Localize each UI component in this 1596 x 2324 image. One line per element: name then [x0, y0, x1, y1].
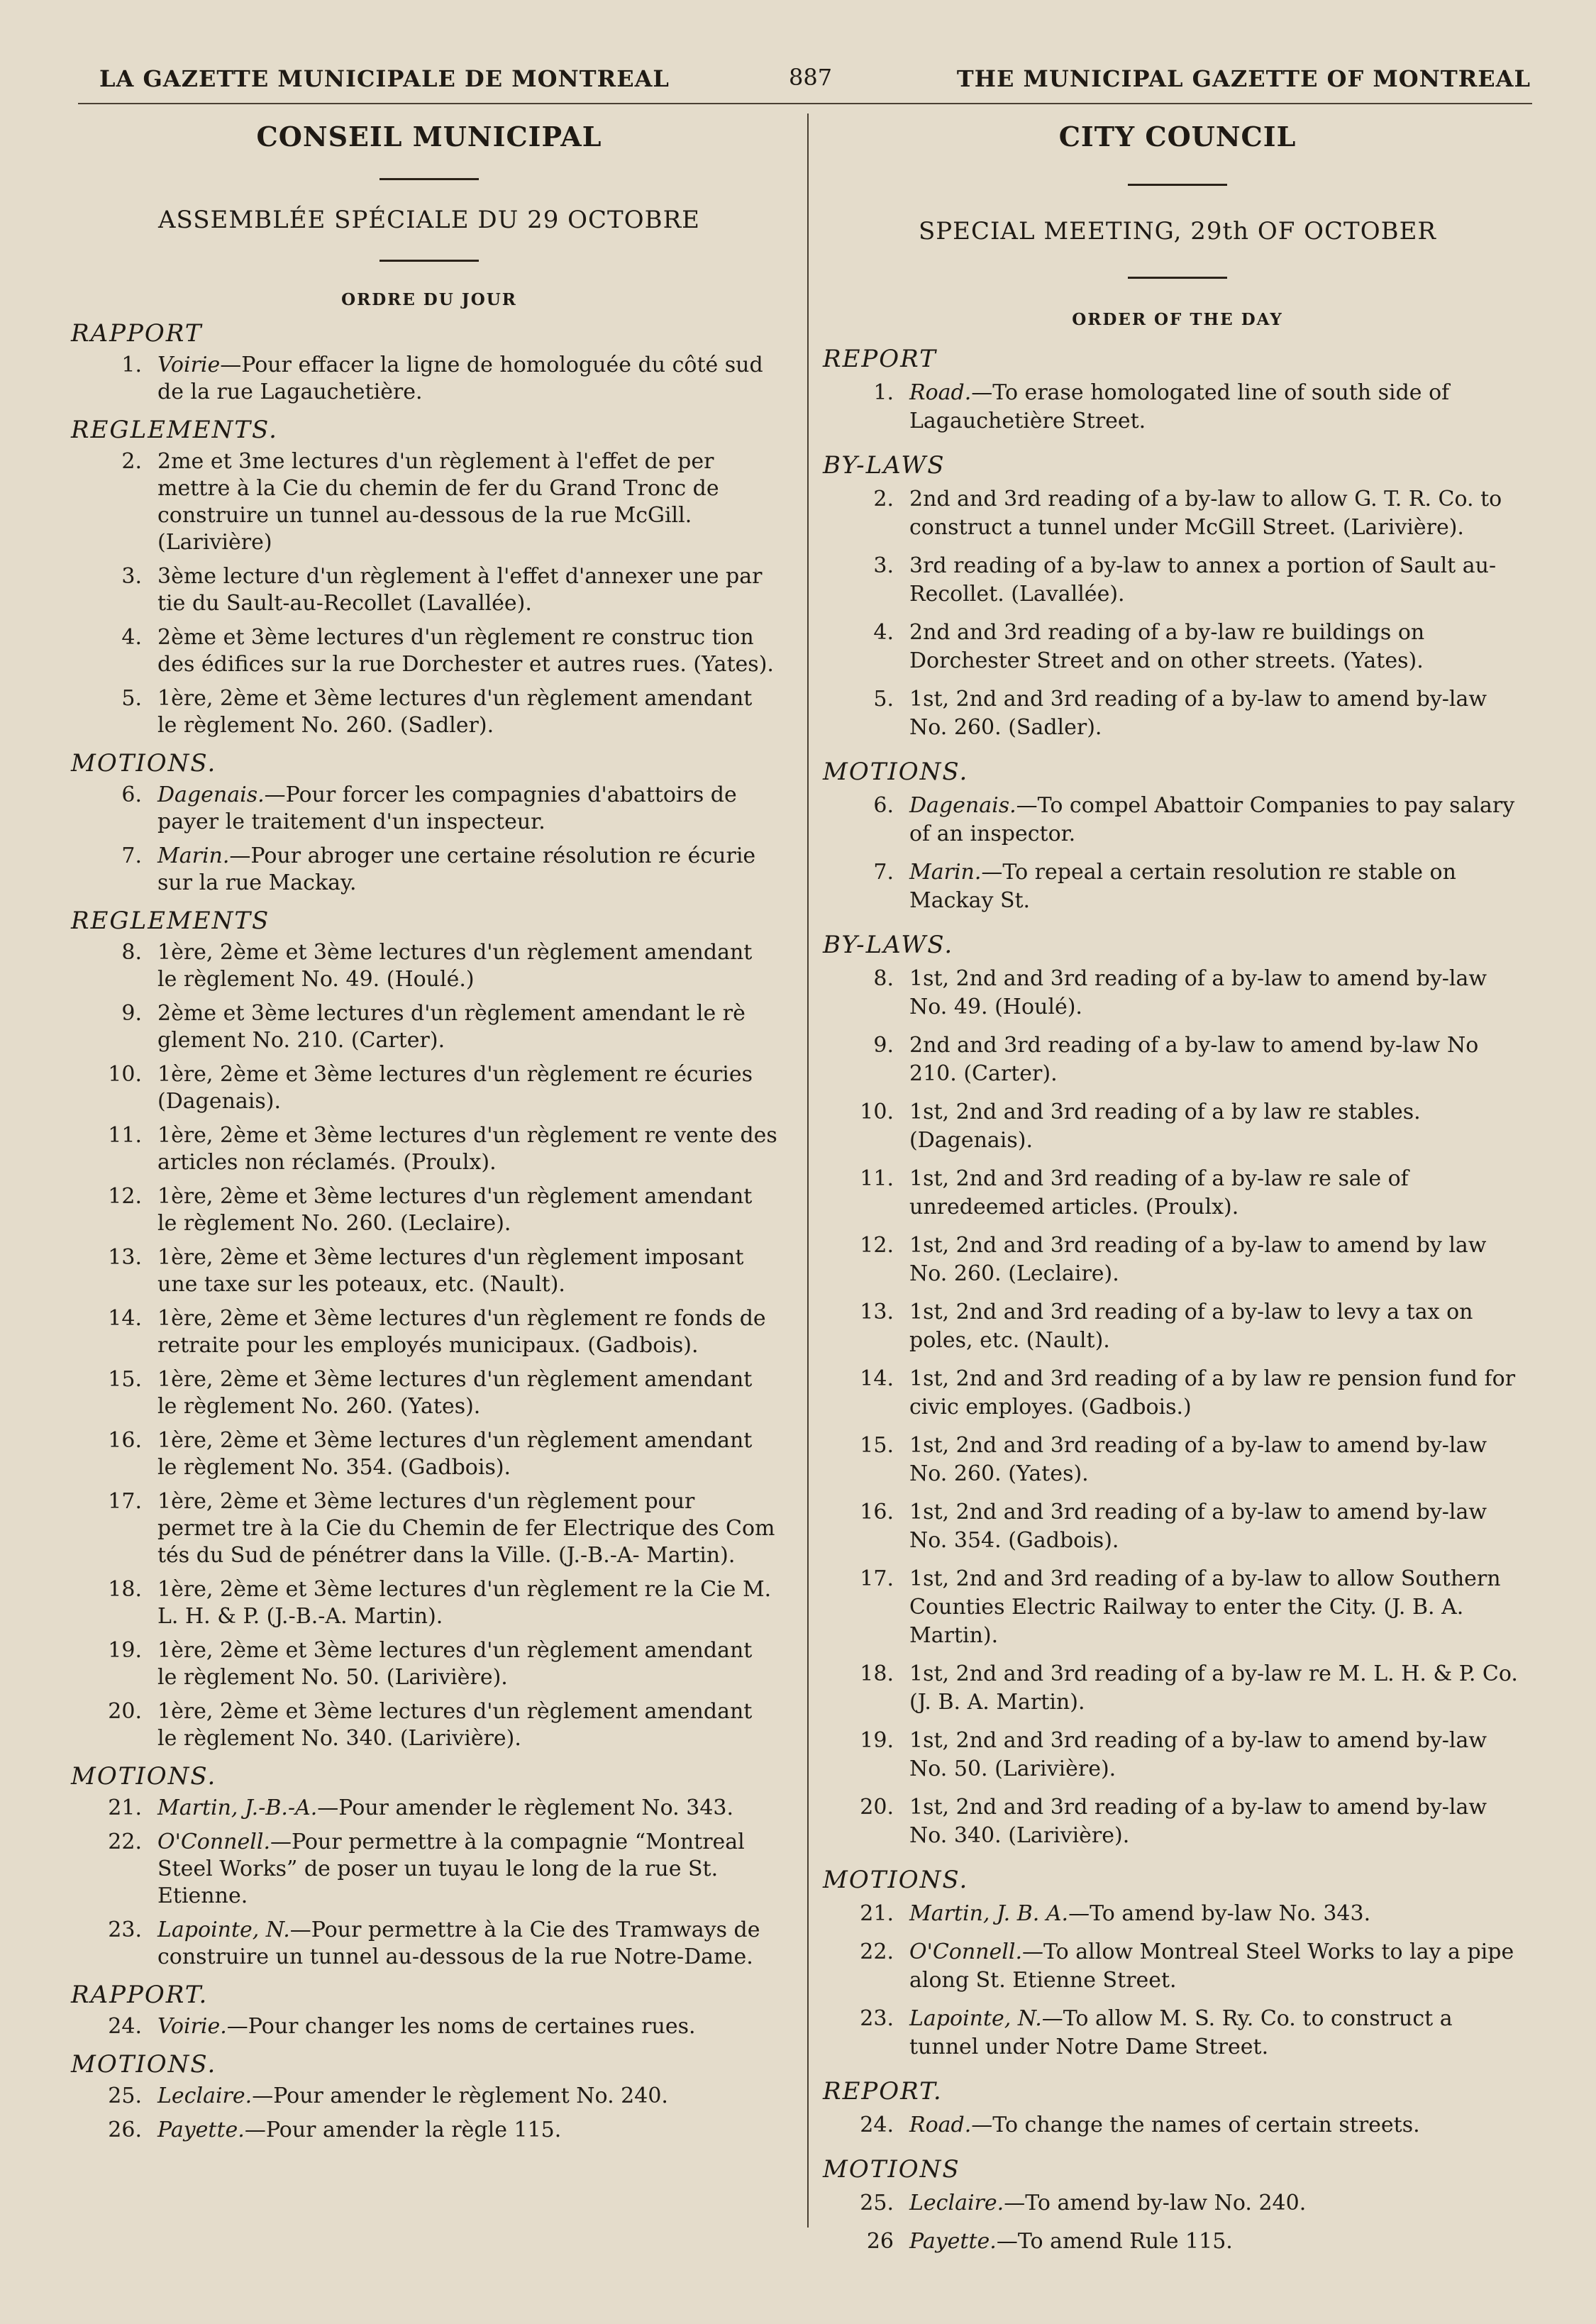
item-text	[157, 563, 787, 617]
item-body: 1ère, 2ème et 3ème lectures d'un règlement re la Cie M. L. H. & P. (J.-B.-A. Martin).	[157, 1577, 772, 1629]
item-text	[909, 2189, 1532, 2218]
agenda-item	[71, 2083, 787, 2110]
item-number: 12.	[860, 1233, 894, 1258]
item-number: 24.	[860, 2113, 894, 2137]
item-number: 2.	[873, 487, 894, 511]
item-text	[157, 1698, 787, 1752]
item-text	[909, 619, 1532, 675]
agenda-item	[823, 2228, 1532, 2256]
agenda-item	[823, 552, 1532, 609]
agenda-item	[823, 965, 1532, 1022]
item-number: 26.	[108, 2118, 142, 2142]
item-text	[909, 685, 1532, 742]
item-body: 1st, 2nd and 3rd reading of a by law re stables. (Dagenais).	[909, 1100, 1421, 1153]
item-text	[909, 792, 1532, 848]
agenda-item	[823, 1938, 1532, 1995]
item-number: 1.	[121, 353, 142, 377]
section-heading: MOTIONS.	[71, 749, 217, 778]
item-body: 1st, 2nd and 3rd reading of a by-law to amend by-law No. 260. (Sadler).	[909, 687, 1487, 740]
agenda-item	[823, 858, 1532, 915]
item-body: —To erase homologated line of south side of Lagauchetière Street.	[909, 380, 1450, 433]
item-text	[909, 379, 1532, 436]
meeting-rule	[379, 260, 479, 262]
item-text	[157, 352, 787, 406]
item-number: 26	[866, 2229, 894, 2254]
agenda-item	[823, 485, 1532, 542]
item-body: 1ère, 2ème et 3ème lectures d'un règlement amendant le règlement No. 50. (Larivière).	[157, 1638, 753, 1690]
item-number: 7.	[121, 843, 142, 868]
item-number: 15.	[108, 1367, 142, 1392]
item-number: 4.	[873, 620, 894, 645]
item-text	[157, 1122, 787, 1176]
agenda-item	[71, 448, 787, 556]
item-body: —Pour amender la règle 115.	[244, 2118, 562, 2142]
item-text	[909, 1793, 1532, 1850]
item-number: 3.	[121, 564, 142, 589]
item-text	[157, 1244, 787, 1298]
item-body: 1ère, 2ème et 3ème lectures d'un règlement re fonds de retraite pour les employés municipaux. (Gadbois).	[157, 1306, 766, 1358]
section-heading: MOTIONS.	[71, 1762, 217, 1791]
item-number: 1.	[873, 380, 894, 405]
item-text	[157, 624, 787, 678]
agenda-item	[71, 1795, 787, 1822]
agenda-item	[823, 2189, 1532, 2218]
item-text	[157, 1000, 787, 1054]
order-of-day: ORDRE DU JOUR	[341, 290, 517, 309]
item-number: 16.	[860, 1500, 894, 1525]
item-body: 2me et 3me lectures d'un règlement à l'effet de per mettre à la Cie du chemin de fer du Grand Tronc de construire un tunnel au-dessous de la rue McGill. (Larivière)	[157, 449, 719, 555]
item-text	[157, 843, 787, 897]
agenda-sections	[823, 345, 1532, 2256]
item-body: 1st, 2nd and 3rd reading of a by-law to amend by-law No. 260. (Yates).	[909, 1433, 1487, 1486]
item-text	[909, 1031, 1532, 1088]
item-mover: Road.	[909, 380, 972, 405]
item-body: 1st, 2nd and 3rd reading of a by-law to allow Southern Counties Electric Railway to enter the City. (J. B. A. Martin).	[909, 1566, 1501, 1648]
item-mover: Martin, J. B. A.	[909, 1901, 1069, 1926]
item-text	[157, 1427, 787, 1481]
french-column	[71, 121, 787, 2151]
agenda-item	[823, 1900, 1532, 1928]
item-number: 12.	[108, 1184, 142, 1209]
item-number: 25.	[108, 2084, 142, 2108]
item-body: 1ère, 2ème et 3ème lectures d'un règlement amendant le règlement No. 49. (Houlé.)	[157, 940, 753, 992]
item-text	[909, 1727, 1532, 1783]
item-body: 2ème et 3ème lectures d'un règlement re construc tion des édifices sur la rue Dorchester et autres rues. (Yates).	[157, 625, 774, 677]
section-heading: RAPPORT	[71, 319, 203, 348]
section-heading: MOTIONS	[823, 2155, 960, 2184]
agenda-sections	[71, 319, 787, 2144]
item-mover: Martin, J.-B.-A.	[157, 1795, 318, 1820]
item-mover: Lapointe, N.	[157, 1918, 290, 1942]
agenda-item	[71, 1122, 787, 1176]
item-text	[909, 2111, 1532, 2140]
item-body: 1st, 2nd and 3rd reading of a by-law to amend by-law No. 354. (Gadbois).	[909, 1500, 1487, 1553]
item-mover: Payette.	[909, 2229, 997, 2254]
item-number: 18.	[860, 1661, 894, 1686]
item-number: 11.	[860, 1166, 894, 1191]
item-number: 20.	[860, 1795, 894, 1820]
item-number: 2.	[121, 449, 142, 474]
column-title: CONSEIL MUNICIPAL	[256, 121, 602, 153]
agenda-item	[823, 1498, 1532, 1555]
item-body: —Pour amender le règlement No. 343.	[317, 1795, 734, 1820]
item-text	[909, 1938, 1532, 1995]
item-text	[909, 2005, 1532, 2062]
item-body: —Pour abroger une certaine résolution re écurie sur la rue Mackay.	[157, 843, 756, 895]
section-heading: MOTIONS.	[823, 758, 969, 786]
item-number: 19.	[860, 1728, 894, 1753]
header-rule	[78, 103, 1532, 104]
item-body: 1st, 2nd and 3rd reading of a by-law to amend by-law No. 340. (Larivière).	[909, 1795, 1487, 1848]
agenda-item	[823, 1660, 1532, 1717]
item-number: 18.	[108, 1577, 142, 1602]
item-mover: Voirie.	[157, 2014, 227, 2039]
item-body: 2nd and 3rd reading of a by-law to amend by-law No 210. (Carter).	[909, 1033, 1479, 1086]
agenda-item	[823, 1793, 1532, 1850]
item-text	[909, 485, 1532, 542]
title-rule	[379, 178, 479, 180]
item-text	[909, 2228, 1532, 2256]
agenda-item	[71, 1305, 787, 1359]
item-mover: Dagenais.	[909, 793, 1016, 818]
item-number: 17.	[860, 1566, 894, 1591]
item-number: 13.	[108, 1245, 142, 1270]
item-number: 14.	[860, 1366, 894, 1391]
item-mover: O'Connell.	[909, 1940, 1022, 1964]
item-mover: Road.	[909, 2113, 972, 2137]
item-number: 21.	[108, 1795, 142, 1820]
item-text	[157, 1305, 787, 1359]
item-text	[909, 1232, 1532, 1288]
agenda-item	[71, 2013, 787, 2040]
item-body: 3ème lecture d'un règlement à l'effet d'annexer une par tie du Sault-au-Recollet (Lavallée).	[157, 564, 763, 616]
section-heading: BY-LAWS.	[823, 931, 954, 959]
item-text	[909, 1900, 1532, 1928]
item-mover: Voirie	[157, 353, 221, 377]
item-number: 22.	[108, 1830, 142, 1854]
item-body: 1ère, 2ème et 3ème lectures d'un règlement amendant le règlement No. 260. (Yates).	[157, 1367, 753, 1419]
item-number: 10.	[108, 1062, 142, 1087]
item-text	[157, 1488, 787, 1569]
order-of-day: ORDER OF THE DAY	[1072, 310, 1283, 329]
agenda-item	[71, 1061, 787, 1115]
item-mover: Dagenais.	[157, 782, 265, 807]
item-body: —To allow M. S. Ry. Co. to construct a tunnel under Notre Dame Street.	[909, 2006, 1453, 2059]
section-heading: MOTIONS.	[71, 2050, 217, 2079]
item-mover: Payette.	[157, 2118, 245, 2142]
item-number: 5.	[121, 686, 142, 711]
agenda-item	[71, 2117, 787, 2144]
item-number: 3.	[873, 553, 894, 578]
item-text	[157, 2083, 787, 2110]
meeting-heading: ASSEMBLÉE SPÉCIALE DU 29 OCTOBRE	[157, 206, 700, 234]
section-heading: MOTIONS.	[823, 1866, 969, 1894]
agenda-item	[823, 1031, 1532, 1088]
meeting-rule	[1128, 277, 1227, 279]
item-text	[909, 1298, 1532, 1355]
agenda-item	[71, 1637, 787, 1691]
item-body: 1st, 2nd and 3rd reading of a by-law to amend by law No. 260. (Leclaire).	[909, 1233, 1487, 1286]
item-body: 1ère, 2ème et 3ème lectures d'un règlement imposant une taxe sur les poteaux, etc. (Nault).	[157, 1245, 744, 1297]
item-number: 14.	[108, 1306, 142, 1331]
agenda-item	[823, 792, 1532, 848]
agenda-item	[71, 1183, 787, 1237]
item-number: 6.	[873, 793, 894, 818]
agenda-item	[823, 2111, 1532, 2140]
item-body: 1ère, 2ème et 3ème lectures d'un règlement amendant le règlement No. 260. (Leclaire).	[157, 1184, 753, 1236]
item-body: —To repeal a certain resolution re stable on Mackay St.	[909, 860, 1456, 913]
column-divider	[807, 114, 809, 2228]
agenda-item	[71, 1488, 787, 1569]
item-number: 9.	[121, 1001, 142, 1026]
item-number: 16.	[108, 1428, 142, 1453]
item-mover: O'Connell.	[157, 1830, 270, 1854]
agenda-item	[823, 1165, 1532, 1222]
item-text	[157, 2117, 787, 2144]
agenda-item	[71, 1576, 787, 1630]
agenda-item	[71, 1366, 787, 1420]
item-body: —Pour permettre à la Cie des Tramways de construire un tunnel au-dessous de la rue Notre-Dame.	[157, 1918, 760, 1969]
item-body: 1st, 2nd and 3rd reading of a by-law re M. L. H. & P. Co. (J. B. A. Martin).	[909, 1661, 1518, 1715]
item-text	[157, 1917, 787, 1971]
item-number: 9.	[873, 1033, 894, 1058]
item-text	[909, 1098, 1532, 1155]
agenda-item	[71, 624, 787, 678]
item-number: 4.	[121, 625, 142, 650]
agenda-item	[823, 379, 1532, 436]
item-number: 8.	[121, 940, 142, 965]
column-title: CITY COUNCIL	[1058, 121, 1297, 153]
item-body: —To change the names of certain streets.	[971, 2113, 1420, 2137]
item-text	[157, 1829, 787, 1910]
item-body: —Pour amender le règlement No. 240.	[252, 2084, 668, 2108]
item-mover: Leclaire.	[157, 2084, 253, 2108]
item-body: 3rd reading of a by-law to annex a portion of Sault au-Recollet. (Lavallée).	[909, 553, 1497, 607]
item-body: 2ème et 3ème lectures d'un règlement amendant le rè glement No. 210. (Carter).	[157, 1001, 746, 1053]
section-heading: REPORT.	[823, 2077, 943, 2106]
item-body: —To allow Montreal Steel Works to lay a pipe along St. Etienne Street.	[909, 1940, 1514, 1993]
agenda-item	[71, 939, 787, 993]
item-text	[909, 1498, 1532, 1555]
agenda-item	[823, 1727, 1532, 1783]
item-number: 10.	[860, 1100, 894, 1124]
item-text	[157, 939, 787, 993]
english-column	[823, 121, 1532, 2266]
agenda-item	[71, 1917, 787, 1971]
item-text	[909, 965, 1532, 1022]
item-number: 7.	[873, 860, 894, 885]
item-mover: Marin.	[157, 843, 230, 868]
item-body: 1st, 2nd and 3rd reading of a by-law to amend by-law No. 50. (Larivière).	[909, 1728, 1487, 1781]
title-rule	[1128, 184, 1227, 186]
item-number: 23.	[860, 2006, 894, 2031]
running-head-english: THE MUNICIPAL GAZETTE OF MONTREAL	[956, 65, 1531, 92]
agenda-item	[823, 1098, 1532, 1155]
item-mover: Lapointe, N.	[909, 2006, 1042, 2031]
item-text	[157, 1576, 787, 1630]
item-number: 11.	[108, 1123, 142, 1148]
item-number: 5.	[873, 687, 894, 712]
item-body: 1ère, 2ème et 3ème lectures d'un règlement re écuries (Dagenais).	[157, 1062, 753, 1114]
agenda-item	[71, 1000, 787, 1054]
item-text	[157, 1795, 787, 1822]
agenda-item	[71, 1698, 787, 1752]
item-body: —Pour forcer les compagnies d'abattoirs de payer le traitement d'un inspecteur.	[157, 782, 737, 834]
item-number: 13.	[860, 1300, 894, 1324]
item-text	[157, 448, 787, 556]
item-body: 2nd and 3rd reading of a by-law re buildings on Dorchester Street and on other streets. (Yates).	[909, 620, 1425, 673]
running-head-french: LA GAZETTE MUNICIPALE DE MONTREAL	[99, 65, 670, 92]
item-text	[157, 685, 787, 739]
item-text	[157, 1366, 787, 1420]
section-heading: REGLEMENTS	[71, 907, 270, 935]
agenda-item	[823, 685, 1532, 742]
item-body: 1st, 2nd and 3rd reading of a by-law re sale of unredeemed articles. (Proulx).	[909, 1166, 1409, 1219]
section-heading: BY-LAWS	[823, 451, 946, 480]
item-body: —To amend by-law No. 240.	[1004, 2191, 1307, 2215]
item-body: 1ère, 2ème et 3ème lectures d'un règlement amendant le règlement No. 340. (Larivière).	[157, 1699, 753, 1751]
item-body: 2nd and 3rd reading of a by-law to allow G. T. R. Co. to construct a tunnel under McGill Street. (Larivière).	[909, 487, 1502, 540]
item-body: —Pour permettre à la compagnie “Montreal Steel Works” de poser un tuyau le long de la rue St. Etienne.	[157, 1830, 745, 1908]
item-body: 1st, 2nd and 3rd reading of a by-law to levy a tax on poles, etc. (Nault).	[909, 1300, 1473, 1353]
item-text	[157, 2013, 787, 2040]
item-body: —Pour changer les noms de certaines rues.	[226, 2014, 696, 2039]
item-text	[157, 1061, 787, 1115]
agenda-item	[71, 1427, 787, 1481]
item-text	[157, 1183, 787, 1237]
item-number: 17.	[108, 1489, 142, 1514]
item-text	[909, 1432, 1532, 1488]
item-body: 1ère, 2ème et 3ème lectures d'un règlement amendant le règlement No. 260. (Sadler).	[157, 686, 753, 738]
item-text	[909, 1165, 1532, 1222]
agenda-item	[823, 1565, 1532, 1650]
item-body: 1st, 2nd and 3rd reading of a by-law to amend by-law No. 49. (Houlé).	[909, 966, 1487, 1019]
section-heading: REGLEMENTS.	[71, 416, 278, 444]
item-body: 1ère, 2ème et 3ème lectures d'un règlement re vente des articles non réclamés. (Proulx).	[157, 1123, 777, 1175]
item-mover: Leclaire.	[909, 2191, 1004, 2215]
item-number: 19.	[108, 1638, 142, 1663]
agenda-item	[71, 352, 787, 406]
item-number: 20.	[108, 1699, 142, 1724]
section-heading: REPORT	[823, 345, 937, 373]
meeting-heading: SPECIAL MEETING, 29th OF OCTOBER	[919, 217, 1436, 245]
item-body: —Pour effacer la ligne de homologuée du côté sud de la rue Lagauchetière.	[157, 353, 763, 404]
item-number: 6.	[121, 782, 142, 807]
item-text	[909, 552, 1532, 609]
item-text	[909, 858, 1532, 915]
item-body: 1st, 2nd and 3rd reading of a by law re pension fund for civic employes. (Gadbois.)	[909, 1366, 1516, 1420]
agenda-item	[71, 563, 787, 617]
agenda-item	[823, 1298, 1532, 1355]
agenda-item	[823, 1365, 1532, 1422]
item-number: 21.	[860, 1901, 894, 1926]
item-body: 1ère, 2ème et 3ème lectures d'un règlement pour permet tre à la Cie du Chemin de fer Electrique des Com tés du Sud de pénétrer dans la Ville. (J.-B.-A- Martin).	[157, 1489, 775, 1568]
item-body: —To compel Abattoir Companies to pay salary of an inspector.	[909, 793, 1515, 846]
item-text	[157, 1637, 787, 1691]
section-heading: RAPPORT.	[71, 1981, 209, 2009]
agenda-item	[823, 2005, 1532, 2062]
item-mover: Marin.	[909, 860, 982, 885]
page-number: 887	[789, 64, 833, 91]
agenda-item	[823, 1232, 1532, 1288]
item-number: 24.	[108, 2014, 142, 2039]
item-number: 22.	[860, 1940, 894, 1964]
agenda-item	[823, 619, 1532, 675]
item-text	[909, 1365, 1532, 1422]
item-number: 8.	[873, 966, 894, 991]
item-body: —To amend Rule 115.	[996, 2229, 1233, 2254]
agenda-item	[71, 843, 787, 897]
agenda-item	[71, 1244, 787, 1298]
item-number: 25.	[860, 2191, 894, 2215]
agenda-item	[71, 782, 787, 836]
agenda-item	[71, 1829, 787, 1910]
item-body: 1ère, 2ème et 3ème lectures d'un règlement amendant le règlement No. 354. (Gadbois).	[157, 1428, 753, 1480]
item-number: 23.	[108, 1918, 142, 1942]
agenda-item	[823, 1432, 1532, 1488]
agenda-item	[71, 685, 787, 739]
item-number: 15.	[860, 1433, 894, 1458]
item-text	[157, 782, 787, 836]
item-text	[909, 1565, 1532, 1650]
item-body: —To amend by-law No. 343.	[1068, 1901, 1371, 1926]
item-text	[909, 1660, 1532, 1717]
